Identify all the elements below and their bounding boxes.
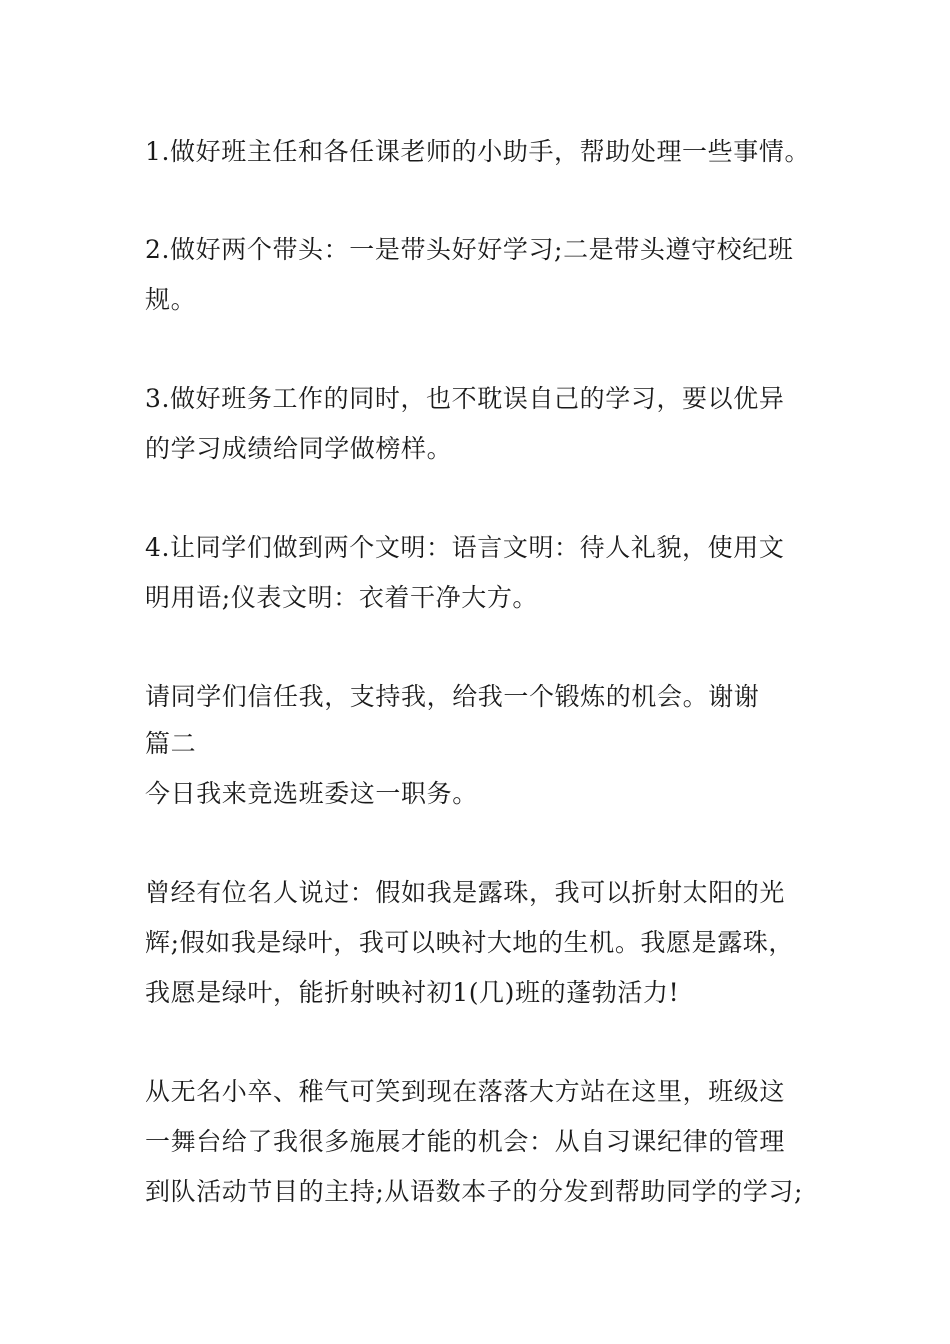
item-2-line-1: 2.做好两个带头：一是带头好好学习;二是带头遵守校纪班 — [145, 235, 794, 264]
item-3-line-2: 的学习成绩给同学做榜样。 — [145, 434, 453, 463]
item-4-line-2: 明用语;仪表文明：衣着干净大方。 — [145, 583, 539, 612]
paragraph-2-line-1: 从无名小卒、稚气可笑到现在落落大方站在这里，班级这 — [145, 1077, 786, 1106]
item-3-line-1: 3.做好班务工作的同时，也不耽误自己的学习，要以优异 — [145, 384, 785, 413]
item-4-line-1: 4.让同学们做到两个文明：语言文明：待人礼貌，使用文 — [145, 533, 785, 562]
paragraph-2-line-3: 到队活动节目的主持;从语数本子的分发到帮助同学的学习; — [145, 1177, 804, 1206]
item-2-line-2: 规。 — [145, 285, 197, 314]
intro-line: 今日我来竞选班委这一职务。 — [145, 779, 478, 808]
paragraph-1-line-2: 辉;假如我是绿叶，我可以映衬大地的生机。我愿是露珠， — [145, 928, 795, 957]
paragraph-1-line-1: 曾经有位名人说过：假如我是露珠，我可以折射太阳的光 — [145, 878, 786, 907]
paragraph-2-line-2: 一舞台给了我很多施展才能的机会：从自习课纪律的管理 — [145, 1127, 786, 1156]
section-heading: 篇二 — [145, 729, 197, 758]
paragraph-1-line-3: 我愿是绿叶，能折射映衬初1(几)班的蓬勃活力! — [145, 978, 680, 1007]
closing-line: 请同学们信任我，支持我，给我一个锻炼的机会。谢谢 — [145, 682, 760, 711]
item-1-line-1: 1.做好班主任和各任课老师的小助手，帮助处理一些事情。 — [145, 137, 811, 166]
